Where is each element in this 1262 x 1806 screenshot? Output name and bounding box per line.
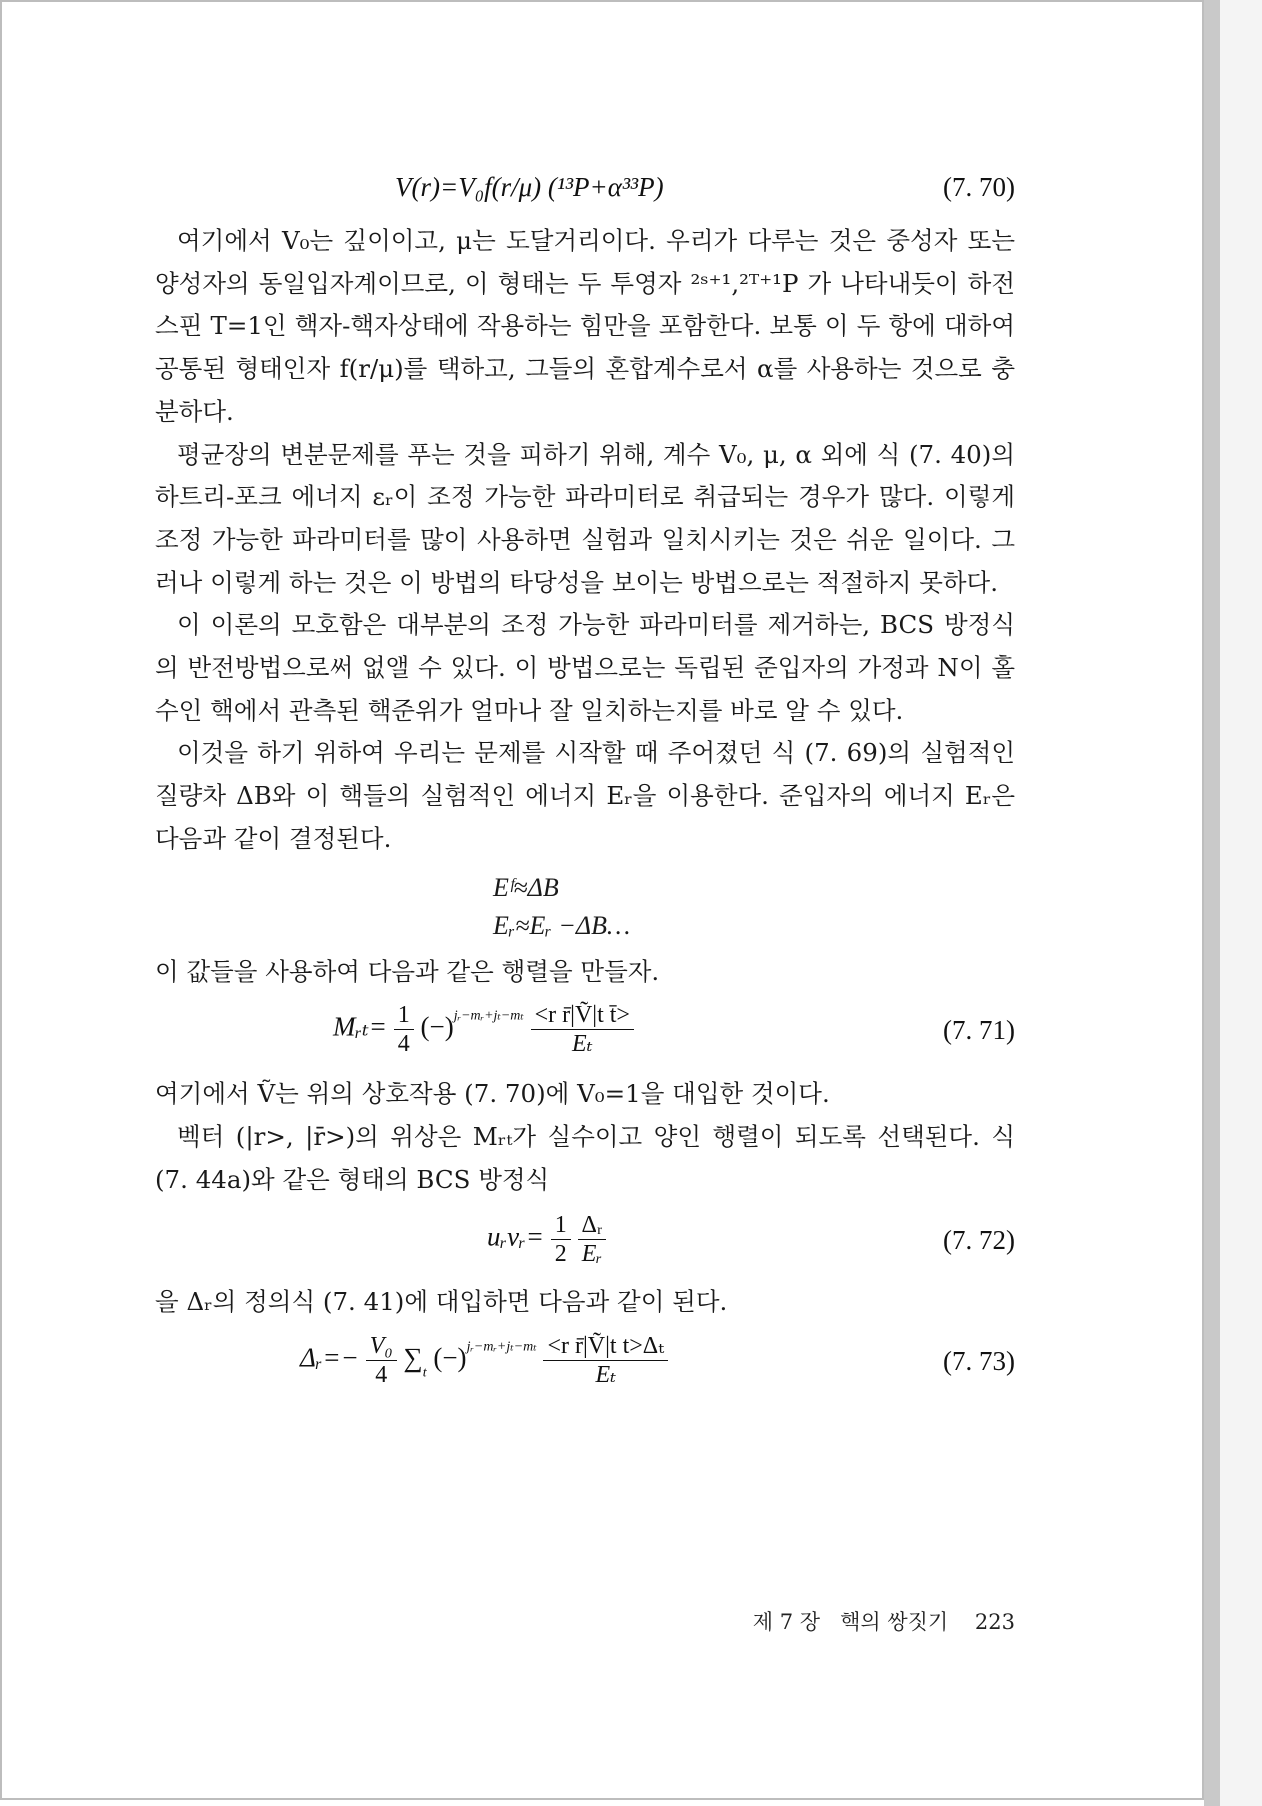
equation-7-72 xyxy=(155,1201,1015,1281)
approx-line-1: Eᶠ≈ΔB xyxy=(493,872,559,902)
eq73-sum: ∑ xyxy=(403,1342,423,1373)
text-block-1 xyxy=(155,220,1015,861)
eq72-fraction: $\frac{\text{Δᵣ}}{\text{Eᵣ}}$ xyxy=(578,1211,607,1268)
equation-7-73-number: (7. 73) xyxy=(943,1346,1015,1377)
paragraph-1: 여기에서 V₀는 깊이이고, μ는 도달거리이다. 우리가 다루는 것은 중성자 또는 양성자의 동일입자계이므로, 이 형태는 두 투영자 ²ˢ⁺¹,²ᵀ⁺¹P 가 나타내듯이 하전스핀 T=1인 핵자-핵자상태에 작용하는 힘만을 포함한다. 보통 이 두 항에 대하여 공통된 형태인자 f(r/μ)를 택하고, 그들의 혼합계수로서 α를 사용하는 것으로 충분하다. xyxy=(155,226,1015,426)
running-footer xyxy=(705,1606,1015,1636)
equation-7-70-formula: V(r)=V₀f(r/μ) (¹³P+α³³P) xyxy=(395,172,664,202)
text-block-4 xyxy=(155,1281,1015,1324)
eq71-sign: (−) xyxy=(420,1011,454,1042)
equation-7-70-number: (7. 70) xyxy=(943,172,1015,202)
eq73-exponent: jᵣ−mᵣ+jₜ−mₜ xyxy=(466,1339,537,1355)
eq71-exponent: jᵣ−mᵣ+jₜ−mₜ xyxy=(453,1008,524,1024)
paragraph-2: 평균장의 변분문제를 푸는 것을 피하기 위해, 계수 V₀, μ, α 외에 식 (7. 40)의 하트리-포크 에너지 εᵣ이 조정 가능한 파라미터로 취급되는 경우가 많다. 이렇게 조정 가능한 파라미터를 많이 사용하면 실험과 일치시키는 것은 쉬운 일이다. 그러나 이렇게 하는 것은 이 방법의 타당성을 보이는 방법으로는 적절하지 못하다. xyxy=(155,439,1015,597)
eq73-sign: (−) xyxy=(433,1342,467,1373)
eq72-coef: $\frac{1}{2}$ xyxy=(551,1211,571,1268)
equation-7-72-number: (7. 72) xyxy=(943,1225,1015,1256)
paragraph-matrix: 이 값들을 사용하여 다음과 같은 행렬을 만들자. xyxy=(155,956,660,986)
eq71-fraction: $\frac{\text{<r r̄|Ṽ|t t̄>}}{\text{Eₜ}}$ xyxy=(531,1001,634,1058)
eq73-lhs: Δᵣ=− xyxy=(300,1342,359,1373)
footer-chapter: 제 7 장 xyxy=(752,1610,821,1634)
equation-7-73 xyxy=(155,1324,1015,1404)
approx-line-2: Eᵣ≈Eᵣ −ΔB… xyxy=(493,910,631,940)
approx-block xyxy=(155,861,1015,951)
paragraph-5: 여기에서 Ṽ는 위의 상호작용 (7. 70)에 V₀=1을 대입한 것이다. xyxy=(155,1079,830,1109)
text-block-3 xyxy=(155,1073,1015,1201)
eq73-fraction: $\frac{\text{<r r̄|Ṽ|t t>Δₜ}}{\text{Eₜ}}$ xyxy=(543,1332,668,1389)
text-block-2 xyxy=(155,951,1015,994)
equation-7-70 xyxy=(155,160,1015,220)
page-number: 223 xyxy=(974,1610,1015,1634)
footer-title: 핵의 쌍짓기 xyxy=(840,1610,949,1634)
equation-7-71-formula xyxy=(333,1001,634,1058)
page-edge xyxy=(1204,0,1220,1806)
paragraph-4: 이것을 하기 위하여 우리는 문제를 시작할 때 주어졌던 식 (7. 69)의 실험적인 질량차 ΔB와 이 핵들의 실험적인 에너지 Eᵣ을 이용한다. 준입자의 에너지 Eᵣ은 다음과 같이 결정된다. xyxy=(155,738,1015,853)
paragraph-3: 이 이론의 모호함은 대부분의 조정 가능한 파라미터를 제거하는, BCS 방정식의 반전방법으로써 없앨 수 있다. 이 방법으로는 독립된 준입자의 가정과 N이 홀수인 핵에서 관측된 핵준위가 얼마나 잘 일치하는지를 바로 알 수 있다. xyxy=(155,610,1015,725)
eq73-sum-index: t xyxy=(422,1365,427,1381)
page-content xyxy=(155,160,1015,1404)
equation-7-71 xyxy=(155,993,1015,1073)
eq71-lhs: Mᵣₜ= xyxy=(333,1011,388,1042)
equation-7-72-formula xyxy=(487,1211,606,1268)
paragraph-6: 벡터 (|r>, |r̄>)의 위상은 Mᵣₜ가 실수이고 양인 행렬이 되도록 선택된다. 식 (7. 44a)와 같은 형태의 BCS 방정식 xyxy=(155,1121,1015,1194)
paragraph-substitute: 을 Δᵣ의 정의식 (7. 41)에 대입하면 다음과 같이 된다. xyxy=(155,1287,728,1317)
equation-7-71-number: (7. 71) xyxy=(943,1015,1015,1046)
eq72-lhs: uᵣvᵣ= xyxy=(487,1222,544,1253)
eq71-coef: $\frac{1}{4}$ xyxy=(394,1001,414,1058)
eq73-coef: $\frac{\text{V₀}}{4}$ xyxy=(366,1332,397,1389)
equation-7-73-formula xyxy=(300,1332,668,1389)
page-margin xyxy=(1220,0,1262,1806)
